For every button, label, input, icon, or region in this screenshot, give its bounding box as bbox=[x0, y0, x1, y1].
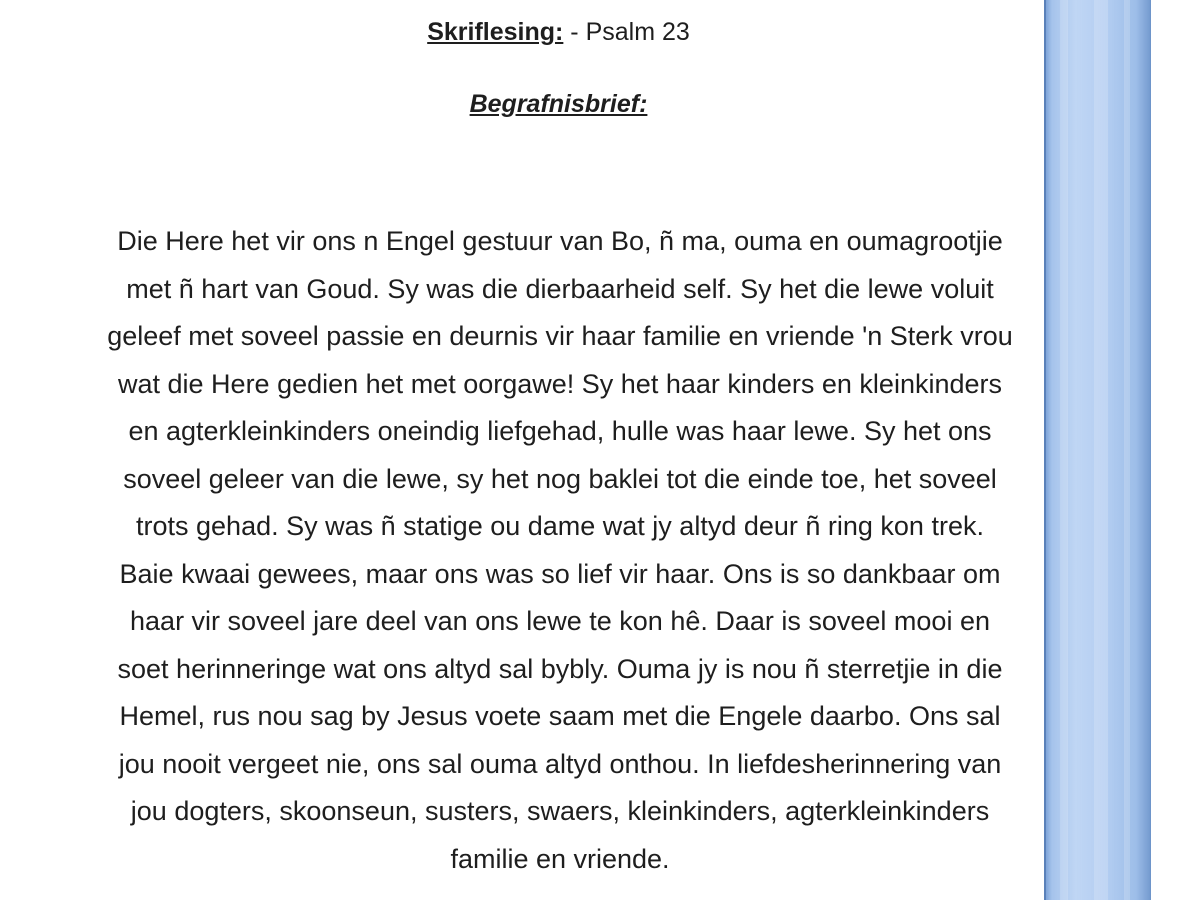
letter-title-heading bbox=[0, 90, 1117, 119]
letter-line: met ñ hart van Goud. Sy was die dierbaarheid self. Sy het die lewe voluit bbox=[126, 273, 994, 304]
letter-line: Die Here het vir ons n Engel gestuur van Bo, ñ ma, ouma en oumagrootjie bbox=[117, 226, 1003, 256]
letter-line: jou nooit vergeet nie, ons sal ouma altyd onthou. In liefdesherinnering van bbox=[118, 748, 1002, 779]
letter-line: Baie kwaai gewees, maar ons was so lief vir haar. Ons is so dankbaar om bbox=[119, 558, 1001, 589]
letter-title: Begrafnisbrief: bbox=[469, 90, 648, 118]
ribbon-highlight bbox=[1124, 0, 1130, 900]
blue-ribbon bbox=[1044, 0, 1151, 900]
letter-line: jou dogters, skoonseun, susters, swaers, kleinkinders, agterkleinkinders bbox=[130, 796, 990, 826]
letter-line: en agterkleinkinders oneindig liefgehad, hulle was haar lewe. Sy het ons bbox=[128, 416, 992, 446]
letter-line: trots gehad. Sy was ñ statige ou dame wat jy altyd deur ñ ring kon trek. bbox=[136, 511, 984, 541]
letter-line: haar vir soveel jare deel van ons lewe te kon hê. Daar is soveel mooi en bbox=[130, 606, 990, 636]
letter-line: soet herinneringe wat ons altyd sal bybly. Ouma jy is nou ñ sterretjie in die bbox=[117, 653, 1003, 684]
ribbon-highlight bbox=[1094, 0, 1108, 900]
letter-line: wat die Here gedien het met oorgawe! Sy het haar kinders en kleinkinders bbox=[118, 368, 1002, 399]
letter-line: soveel geleer van die lewe, sy het nog baklei tot die einde toe, het soveel bbox=[123, 463, 997, 494]
scripture-reference: - Psalm 23 bbox=[563, 18, 690, 46]
letter-line: familie en vriende. bbox=[450, 843, 670, 874]
scripture-heading bbox=[0, 18, 1117, 47]
ribbon-highlight bbox=[1060, 0, 1068, 900]
letter-line: Hemel, rus nou sag by Jesus voete saam met die Engele daarbo. Ons sal bbox=[119, 701, 1001, 731]
scripture-label: Skriflesing: bbox=[427, 18, 564, 46]
letter-line: geleef met soveel passie en deurnis vir haar familie en vriende 'n Sterk vrou bbox=[107, 321, 1013, 351]
funeral-letter-body bbox=[20, 218, 1100, 883]
